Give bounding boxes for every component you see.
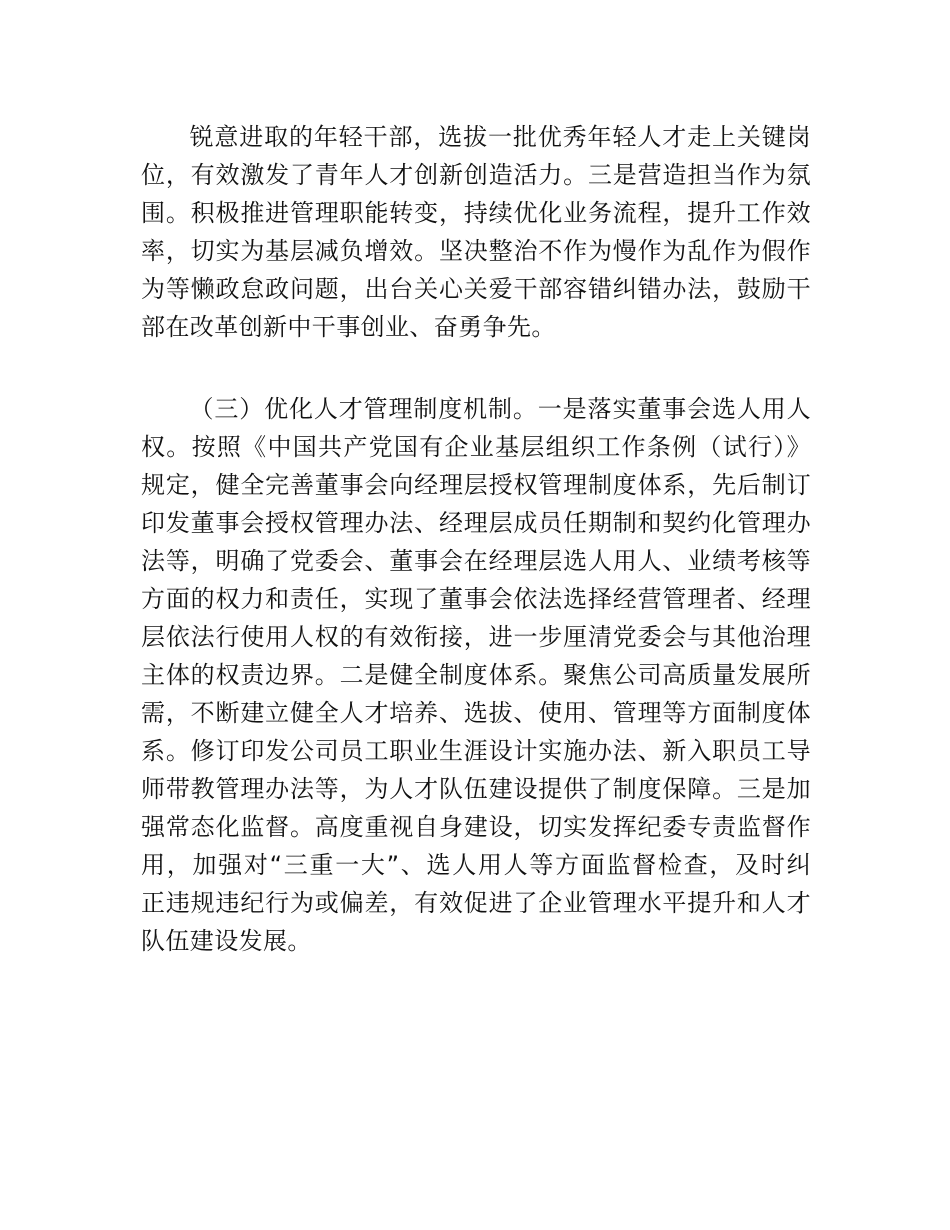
paragraph-line: 率，切实为基层减负增效。坚决整治不作为慢作为乱作为假作: [141, 237, 811, 265]
paragraph-line: 正违规违纪行为或偏差，有效促进了企业管理水平提升和人才: [141, 889, 811, 917]
paragraph-line: 用，加强对“三重一大”、选人用人等方面监督检查，及时纠: [141, 851, 811, 879]
paragraph-line: 权。按照《中国共产党国有企业基层组织工作条例（试行）》: [141, 433, 811, 461]
paragraph-line: [141, 118, 811, 156]
paragraph-line: 为等懒政怠政问题，出台关心关爱干部容错纠错办法，鼓励干: [141, 275, 811, 303]
paragraph-2: [141, 390, 811, 960]
paragraph-line: 法等，明确了党委会、董事会在经理层选人用人、业绩考核等: [141, 547, 811, 575]
paragraph-line: 层依法行使用人权的有效衔接，进一步厘清党委会与其他治理: [141, 623, 811, 651]
paragraph-line: 主体的权责边界。二是健全制度体系。聚焦公司高质量发展所: [141, 661, 811, 689]
line-text: 锐意进取的年轻干部，选拔一批优秀年轻人才走上关键岗: [189, 123, 811, 151]
paragraph-line: 围。积极推进管理职能转变，持续优化业务流程，提升工作效: [141, 199, 811, 227]
paragraph-line: 队伍建设发展。: [141, 927, 312, 955]
paragraph-line: 规定，健全完善董事会向经理层授权管理制度体系，先后制订: [141, 471, 811, 499]
paragraph-line: 方面的权力和责任，实现了董事会依法选择经营管理者、经理: [141, 585, 811, 613]
paragraph-line: 系。修订印发公司员工职业生涯设计实施办法、新入职员工导: [141, 737, 811, 765]
paragraph-line: [141, 390, 811, 428]
paragraph-line: 部在改革创新中干事创业、奋勇争先。: [141, 313, 556, 341]
paragraph-line: 需，不断建立健全人才培养、选拔、使用、管理等方面制度体: [141, 699, 811, 727]
paragraph-1: [141, 118, 811, 346]
paragraph-line: 强常态化监督。高度重视自身建设，切实发挥纪委专责监督作: [141, 813, 811, 841]
line-text: （三）优化人才管理制度机制。一是落实董事会选人用人: [189, 395, 811, 423]
paragraph-line: 师带教管理办法等，为人才队伍建设提供了制度保障。三是加: [141, 775, 811, 803]
paragraph-line: 印发董事会授权管理办法、经理层成员任期制和契约化管理办: [141, 509, 811, 537]
paragraph-line: 位，有效激发了青年人才创新创造活力。三是营造担当作为氛: [141, 161, 811, 189]
